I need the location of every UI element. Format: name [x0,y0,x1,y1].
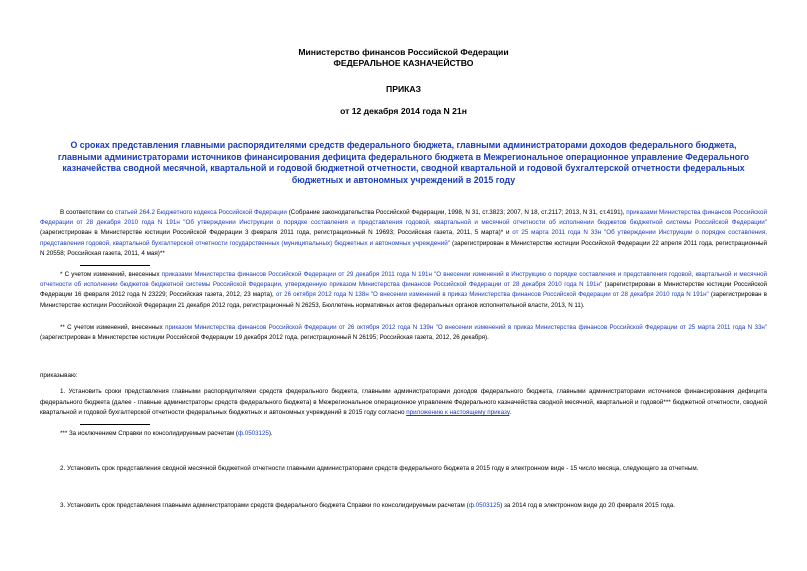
footnote-3-text-2: ). [268,430,273,438]
treasury-name: ФЕДЕРАЛЬНОЕ КАЗНАЧЕЙСТВО [333,58,474,68]
footnote-1-text-2: (зарегистрирован в Министерстве юстиции Российской Федерации 16 февраля 2012 года N 23229; Российская газета, 2012, 23 марта), [40,281,768,299]
item-2-paragraph [40,464,767,474]
item-2-text: 2. Установить срок представления сводной месячной бюджетной отчетности главными администраторами средств федерального бюджета в 2015 году в электронном виде - 15 число месяца, следующего за отчетным. [60,465,699,473]
preamble-text-3: (зарегистрирован в Министерстве юстиции Российской Федерации 3 февраля 2011 года, регистрационный N 19693; Российская газета, 2011, 5 марта)* и [40,229,513,237]
appendix-link[interactable]: приложению к настоящему приказу [406,408,510,416]
orders-word: приказываю: [40,372,78,380]
footnote-3-text-1: *** За исключением Справки по консолидируемым расчетам ( [60,430,238,438]
footnote-1-link-2[interactable]: от 26 октября 2012 года N 138н "О внесении изменений в приказ Министерства финансов Российской Федерации от 28 декабря 2010 года N 191н" [275,291,709,299]
item-3-text-1: 3. Установить срок представления главными администраторами средств федерального бюджета Справки по консолидируемым расчетам ( [60,502,469,510]
budget-code-link[interactable]: статьей 264.2 Бюджетного кодекса Российской Федерации [114,209,287,216]
preamble-text-4: (зарегистрирован в Министерстве юстиции Российской Федерации 22 апреля 2011 года, регистрационный N 20558; Российская газета, 2011, 4 мая)** [40,239,768,257]
item-3-paragraph [40,501,767,511]
footnote-1-text-3: (зарегистрирован в Министерстве юстиции Российской Федерации 21 декабря 2012 года, регистрационный N 26253, Бюллетень нормативных актов федеральных органов исполнительной власти, 2013, N 11). [40,291,767,309]
order-191n-link[interactable]: приказами Министерства финансов Российской Федерации от 28 декабря 2010 года N 191н "Об утверждении Инструкции о порядке составления и представления годовой, квартальной и месячной отчетности об исполнении бюджетов бюджетной системы Российской Федерации" [40,209,767,227]
preamble-text-1: В соответствии со [60,209,115,216]
preamble-text-2: (Собрание законодательства Российской Федерации, 1998, N 31, ст.3823; 2007, N 18, ст.2117; 2013, N 31, ст.4191), [286,209,627,216]
footnote-2-link-1[interactable]: приказом Министерства финансов Российской Федерации от 26 октября 2012 года N 139н "О внесении изменений в приказ Министерства финансов Российской Федерации от 25 марта 2011 года N 33н" [165,323,768,331]
footnote-3 [40,429,767,439]
form-0503125-link-2[interactable]: ф.0503125 [468,502,501,510]
order-date: от 12 декабря 2014 года N 21н [340,106,467,116]
footnote-1-link-1[interactable]: приказами Министерства финансов Российской Федерации от 29 декабря 2011 года N 191н "О внесении изменений в Инструкцию о порядке составления и представления годовой, квартальной и месячной отчетности об исполнении бюджетов бюджетной системы Российской Федерации, утвержденную приказом Министерства финансов Российской Федерации от 28 декабря 2010 года N 191н" [40,271,767,289]
footnote-2-text-2: (зарегистрирован в Министерстве юстиции Российской Федерации 19 декабря 2012 года, регистрационный N 26195; Российская газета, 2012, 26 декабря). [40,334,489,342]
item-3-text-2: ) за 2014 год в электронном виде до 20 февраля 2015 года. [500,502,675,510]
document-header [40,47,767,117]
order-33n-link[interactable]: от 25 марта 2011 года N 33н "Об утверждении Инструкции о порядке составления, представления годовой, квартальной бухгалтерской отчетности государственных (муниципальных) бюджетных и автономных учреждений" [40,229,767,247]
item-1-text-2: . [509,408,512,416]
order-title: ПРИКАЗ [386,84,421,94]
document-title-text[interactable]: О сроках представления главными распорядителями средств федерального бюджета, главными администраторами доходов федерального бюджета, главными администраторами источников финансирования дефицита федерального бюджета в Межрегиональное операционное управление Федерального казначейства сводной месячной, квартальной и годовой бюджетной отчетности, сводной квартальной и годовой бухгалтерской отчетности федеральных бюджетных и автономных учреждений в 2015 году [57,140,750,185]
footnote-1 [40,270,767,311]
footnote-2 [40,323,767,343]
item-1-text-1: 1. Установить сроки представления главными распорядителями средств федерального бюджета, главными администраторами доходов федерального бюджета, главными администраторами источников финансирования дефицита федерального бюджета (далее - главные администраторы средств федерального бюджета) в Межрегиональное операционное управление Федерального казначейства сводной месячной, квартальной и годовой*** бюджетной отчетности, сводной квартальной и годовой бухгалтерской отчетности федеральных бюджетных и автономных учреждений в 2015 году согласно [40,388,767,416]
form-0503125-link-1[interactable]: ф.0503125 [237,430,269,438]
item-1-paragraph [40,387,767,418]
ministry-name: Министерство финансов Российской Федерации [298,47,509,57]
preamble-paragraph [40,208,767,259]
footnote-divider-2 [80,424,150,425]
footnote-2-text-1: ** С учетом изменений, внесенных [60,323,166,331]
footnote-1-text-1: * С учетом изменений, внесенных [60,271,162,279]
document-title [50,140,757,186]
footnote-divider [80,265,150,266]
